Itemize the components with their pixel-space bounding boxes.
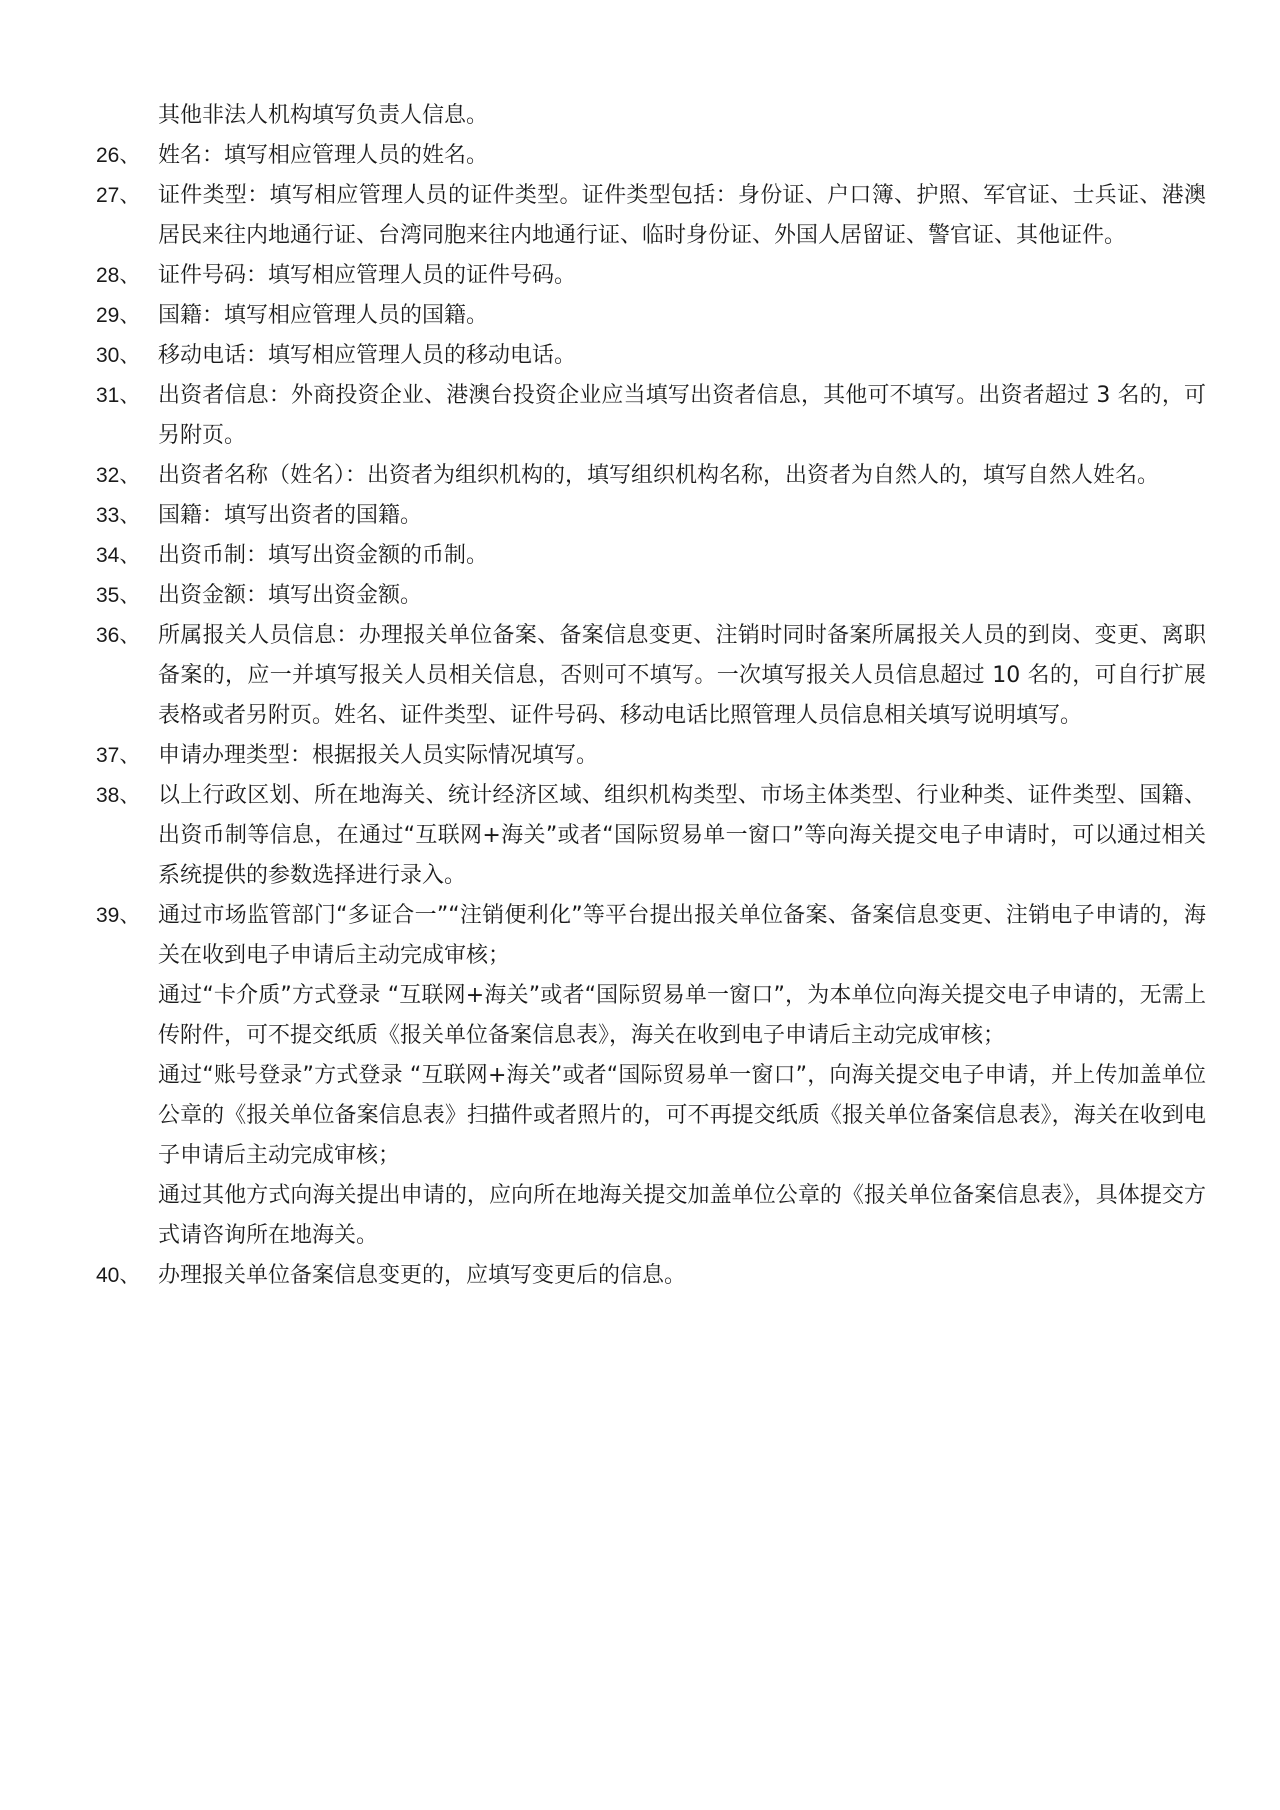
item-number: 40、 [96,1264,141,1287]
list-item [96,296,1206,336]
item-paragraph: 办理报关单位备案信息变更的，应填写变更后的信息。 [158,1263,687,1288]
list-item [96,616,1206,736]
item-number: 37、 [96,744,141,767]
item-body [158,736,1206,776]
item-body [158,776,1206,896]
item-number: 26、 [96,144,141,167]
item-paragraph: 通过其他方式向海关提出申请的，应向所在地海关提交加盖单位公章的《报关单位备案信息表》，具体提交方式请咨询所在地海关。 [158,1183,1206,1248]
list-item [96,576,1206,616]
item-body [158,456,1206,496]
item-paragraph: 出资者名称（姓名）：出资者为组织机构的，填写组织机构名称，出资者为自然人的，填写自然人姓名。 [158,463,1160,488]
list-item [96,256,1206,296]
list-item [96,136,1206,176]
item-body [158,176,1206,256]
item-paragraph: 通过“账号登录”方式登录 “互联网+海关”或者“国际贸易单一窗口”，向海关提交电子申请，并上传加盖单位公章的《报关单位备案信息表》扫描件或者照片的，可不再提交纸质《报关单位备案信息表》，海关在收到电子申请后主动完成审核； [158,1063,1206,1168]
item-paragraph: 所属报关人员信息：办理报关单位备案、备案信息变更、注销时同时备案所属报关人员的到岗、变更、离职备案的，应一并填写报关人员相关信息，否则可不填写。一次填写报关人员信息超过 10 名的，可自行扩展表格或者另附页。姓名、证件类型、证件号码、移动电话比照管理人员信息相关填写说明填写。 [158,623,1206,728]
list-item [96,456,1206,496]
item-body [158,576,1206,616]
item-paragraph: 出资金额：填写出资金额。 [158,583,423,608]
item-number: 39、 [96,904,141,927]
item-paragraph: 申请办理类型：根据报关人员实际情况填写。 [158,743,599,768]
list-item [96,376,1206,456]
item-paragraph: 出资币制：填写出资金额的币制。 [158,543,489,568]
item-number: 32、 [96,464,141,487]
instruction-list [96,136,1206,1296]
list-item [96,776,1206,896]
list-item [96,896,1206,1256]
item-paragraph: 通过市场监管部门“多证合一”“注销便利化”等平台提出报关单位备案、备案信息变更、注销电子申请的，海关在收到电子申请后主动完成审核； [158,903,1206,968]
list-item [96,336,1206,376]
item-number: 29、 [96,304,141,327]
item-paragraph: 国籍：填写出资者的国籍。 [158,503,423,528]
item-paragraph: 姓名：填写相应管理人员的姓名。 [158,143,489,168]
item-body [158,296,1206,336]
list-item [96,536,1206,576]
item-body [158,496,1206,536]
item-body [158,896,1206,1256]
item-paragraph: 证件类型：填写相应管理人员的证件类型。证件类型包括：身份证、户口簿、护照、军官证、士兵证、港澳居民来往内地通行证、台湾同胞来往内地通行证、临时身份证、外国人居留证、警官证、其他证件。 [158,183,1206,248]
item-body [158,616,1206,736]
item-number: 38、 [96,784,141,807]
item-body [158,136,1206,176]
list-item [96,736,1206,776]
item-paragraph: 通过“卡介质”方式登录 “互联网+海关”或者“国际贸易单一窗口”，为本单位向海关提交电子申请的，无需上传附件，可不提交纸质《报关单位备案信息表》，海关在收到电子申请后主动完成审核； [158,983,1206,1048]
item-paragraph: 出资者信息：外商投资企业、港澳台投资企业应当填写出资者信息，其他可不填写。出资者超过 3 名的，可另附页。 [158,383,1206,448]
item-body [158,336,1206,376]
item-number: 36、 [96,624,141,647]
list-item [96,1256,1206,1296]
item-number: 31、 [96,384,141,407]
item-number: 35、 [96,584,141,607]
document-body [96,96,1206,1296]
item-paragraph: 移动电话：填写相应管理人员的移动电话。 [158,343,577,368]
list-item [96,176,1206,256]
item-body [158,376,1206,456]
item-number: 33、 [96,504,141,527]
item-number: 27、 [96,184,141,207]
item-paragraph: 国籍：填写相应管理人员的国籍。 [158,303,489,328]
item-body [158,1256,1206,1296]
item-paragraph: 以上行政区划、所在地海关、统计经济区域、组织机构类型、市场主体类型、行业种类、证件类型、国籍、出资币制等信息，在通过“互联网+海关”或者“国际贸易单一窗口”等向海关提交电子申请时，可以通过相关系统提供的参数选择进行录入。 [158,783,1206,888]
item-body [158,256,1206,296]
item-number: 30、 [96,344,141,367]
item-number: 28、 [96,264,141,287]
list-item [96,496,1206,536]
item-number: 34、 [96,544,141,567]
continued-line: 其他非法人机构填写负责人信息。 [158,103,489,128]
item-body [158,536,1206,576]
item-paragraph: 证件号码：填写相应管理人员的证件号码。 [158,263,577,288]
